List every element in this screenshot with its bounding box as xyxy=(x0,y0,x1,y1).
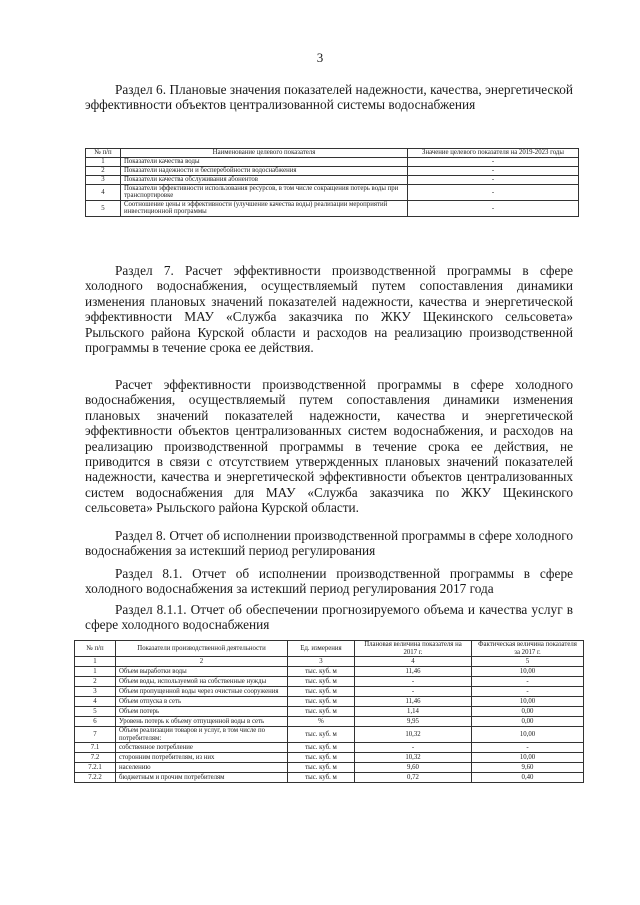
table-cell-name: сторонним потребителям, из них xyxy=(116,753,288,763)
section8-1-1-heading: Раздел 8.1.1. Отчет об обеспечении прогнозируемого объема и качества услуг в сфере холодного водоснабжения xyxy=(85,602,573,633)
col-number: 5 xyxy=(472,657,584,667)
table-cell-fact: 0,00 xyxy=(472,707,584,717)
table-cell-num: 2 xyxy=(86,167,121,176)
table-row xyxy=(86,158,579,167)
table-cell-unit: тыс. куб. м xyxy=(288,707,355,717)
table-cell-name: Показатели качества воды xyxy=(121,158,408,167)
header-cell: № п/п xyxy=(86,149,121,158)
table-cell-unit: тыс. куб. м xyxy=(288,677,355,687)
col-number: 1 xyxy=(75,657,116,667)
table-cell-num: 2 xyxy=(75,677,116,687)
table-cell-num: 1 xyxy=(86,158,121,167)
table-cell-name: бюджетным и прочим потребителям xyxy=(116,773,288,783)
table-cell-num: 5 xyxy=(75,707,116,717)
report-table xyxy=(74,640,584,783)
table-cell-unit: тыс. куб. м xyxy=(288,667,355,677)
table-cell-fact: 10,00 xyxy=(472,753,584,763)
table-cell-unit: тыс. куб. м xyxy=(288,697,355,707)
col-number: 3 xyxy=(288,657,355,667)
targets-table xyxy=(85,148,579,217)
table-cell-name: собственное потребление xyxy=(116,743,288,753)
table-row xyxy=(75,773,584,783)
section8-1-heading: Раздел 8.1. Отчет об исполнении производственной программы в сфере холодного водоснабжения за истекший период регулирования 2017 года xyxy=(85,566,573,597)
table-cell-name: Показатели эффективности использования ресурсов, в том числе сокращения потерь воды при транспортировке xyxy=(121,185,408,201)
table-cell-num: 3 xyxy=(86,176,121,185)
table-row xyxy=(86,167,579,176)
table-cell-unit: тыс. куб. м xyxy=(288,763,355,773)
table-row xyxy=(75,717,584,727)
table-row xyxy=(75,763,584,773)
table-cell-num: 4 xyxy=(86,185,121,201)
table-cell-plan: 10,32 xyxy=(355,727,472,743)
section7-body: Расчет эффективности производственной программы в сфере холодного водоснабжения, осуществляемый путем сопоставления динамики изменения плановых значений показателей надежности, качества и энергетической эффективности объектов централизованных систем водоснабжения, и расходов на реализацию производственной программы в течение срока ее действия, не приводится в связи с отсутствием утвержденных плановых значений показателей надежности, качества и энергетической эффективности объектов централизованных систем водоснабжения для МАУ «Служба заказчика по ЖКУ Щекинского сельсовета» Рыльского района Курской области. xyxy=(85,377,573,516)
table-cell-value: - xyxy=(408,185,579,201)
page-number: 3 xyxy=(316,50,324,65)
table-cell-num: 7.2.1 xyxy=(75,763,116,773)
col-number: 2 xyxy=(116,657,288,667)
table-cell-name: Уровень потерь к объему отпущенной воды в сеть xyxy=(116,717,288,727)
table-cell-num: 7.2 xyxy=(75,753,116,763)
header-cell: Наименование целевого показателя xyxy=(121,149,408,158)
table-cell-unit: тыс. куб. м xyxy=(288,687,355,697)
table-cell-num: 1 xyxy=(75,667,116,677)
section7-heading: Раздел 7. Расчет эффективности производственной программы в сфере холодного водоснабжения, осуществляемый путем сопоставления динамики изменения плановых значений показателей надежности, качества и энергетической эффективности МАУ «Служба заказчика по ЖКУ Щекинского сельсовета» Рыльского района Курской области и расходов на реализацию производственной программы в течение срока ее действия. xyxy=(85,263,573,356)
table-cell-name: Показатели качества обслуживания абонентов xyxy=(121,176,408,185)
table-cell-name: Объем отпуска в сеть xyxy=(116,697,288,707)
section8-heading: Раздел 8. Отчет об исполнении производственной программы в сфере холодного водоснабжения за истекший период регулирования xyxy=(85,528,573,559)
table-row xyxy=(75,687,584,697)
header-cell: № п/п xyxy=(75,641,116,657)
table-cell-fact: 10,00 xyxy=(472,697,584,707)
table-cell-num: 4 xyxy=(75,697,116,707)
table-cell-plan: 11,46 xyxy=(355,697,472,707)
table-cell-name: Объем пропущенной воды через очистные сооружения xyxy=(116,687,288,697)
column-number-row xyxy=(75,657,584,667)
table-cell-plan: 0,72 xyxy=(355,773,472,783)
header-cell: Значение целевого показателя на 2019-2023 годы xyxy=(408,149,579,158)
table-row xyxy=(75,707,584,717)
table-cell-num: 3 xyxy=(75,687,116,697)
table-cell-plan: 9,60 xyxy=(355,763,472,773)
table-row xyxy=(75,743,584,753)
table-cell-unit: тыс. куб. м xyxy=(288,773,355,783)
table-header-row xyxy=(86,149,579,158)
table-cell-fact: 0,40 xyxy=(472,773,584,783)
table-cell-plan: 1,14 xyxy=(355,707,472,717)
table-row xyxy=(86,200,579,216)
table-row xyxy=(75,697,584,707)
table-cell-unit: тыс. куб. м xyxy=(288,753,355,763)
table-cell-value: - xyxy=(408,200,579,216)
table-row xyxy=(75,753,584,763)
header-cell: Показатели производственной деятельности xyxy=(116,641,288,657)
table-cell-fact: 9,60 xyxy=(472,763,584,773)
section6-heading: Раздел 6. Плановые значения показателей надежности, качества, энергетической эффективности объектов централизованной системы водоснабжения xyxy=(85,82,573,113)
table-cell-unit: % xyxy=(288,717,355,727)
table-cell-fact: 10,00 xyxy=(472,727,584,743)
table-cell-plan: 9,95 xyxy=(355,717,472,727)
table-cell-num: 7.1 xyxy=(75,743,116,753)
table-row xyxy=(86,176,579,185)
table-cell-name: Объем реализации товаров и услуг, в том числе по потребителям: xyxy=(116,727,288,743)
table-cell-name: Соотношение цены и эффективности (улучшение качества воды) реализации мероприятий инвестиционной программы xyxy=(121,200,408,216)
table-cell-fact: - xyxy=(472,677,584,687)
table-cell-name: населению xyxy=(116,763,288,773)
table-cell-plan: - xyxy=(355,687,472,697)
table-row xyxy=(75,667,584,677)
table-cell-name: Объем воды, используемой на собственные нужды xyxy=(116,677,288,687)
table-cell-plan: 11,46 xyxy=(355,667,472,677)
table-cell-value: - xyxy=(408,176,579,185)
header-cell: Плановая величина показателя на 2017 г. xyxy=(355,641,472,657)
table-cell-plan: - xyxy=(355,677,472,687)
table-cell-value: - xyxy=(408,167,579,176)
table-cell-plan: - xyxy=(355,743,472,753)
table-cell-unit: тыс. куб. м xyxy=(288,727,355,743)
table-cell-fact: 10,00 xyxy=(472,667,584,677)
table-cell-name: Показатели надежности и бесперебойности водоснабжения xyxy=(121,167,408,176)
table-cell-num: 5 xyxy=(86,200,121,216)
table-cell-fact: - xyxy=(472,743,584,753)
table-cell-value: - xyxy=(408,158,579,167)
table-cell-num: 7.2.2 xyxy=(75,773,116,783)
table-cell-unit: тыс. куб. м xyxy=(288,743,355,753)
table-row xyxy=(86,185,579,201)
table-cell-plan: 10,32 xyxy=(355,753,472,763)
table-cell-num: 7 xyxy=(75,727,116,743)
table-header-row xyxy=(75,641,584,657)
table-cell-name: Объем потерь xyxy=(116,707,288,717)
header-cell: Ед. измерения xyxy=(288,641,355,657)
table-row xyxy=(75,727,584,743)
table-row xyxy=(75,677,584,687)
table-cell-num: 6 xyxy=(75,717,116,727)
table-cell-fact: - xyxy=(472,687,584,697)
header-cell: Фактическая величина показателя за 2017 г. xyxy=(472,641,584,657)
table-cell-name: Объем выработки воды xyxy=(116,667,288,677)
col-number: 4 xyxy=(355,657,472,667)
table-cell-fact: 0,00 xyxy=(472,717,584,727)
